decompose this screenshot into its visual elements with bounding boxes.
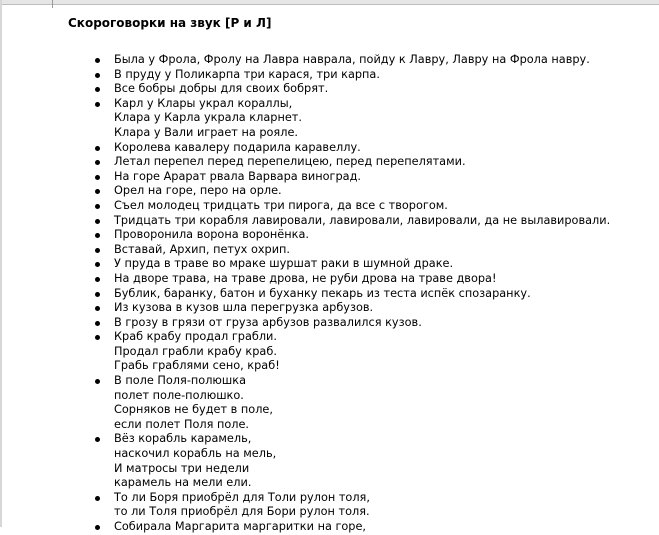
tongue-twister-line: Бублик, баранку, батон и буханку пекарь из теста испёк спозаранку. bbox=[114, 286, 531, 300]
tongue-twister-line: На горе Арарат рвала Варвара виноград. bbox=[114, 169, 361, 183]
tongue-twister-line: Тридцать три корабля лавировали, лавировали, лавировали, да не вылавировали. bbox=[114, 213, 611, 227]
tongue-twister-line: В грозу в грязи от груза арбузов развалился кузов. bbox=[114, 315, 422, 329]
tongue-twister-line: Была у Фрола, Фролу на Лавра наврала, пойду к Лавру, Лавру на Фрола навру. bbox=[114, 53, 590, 66]
tongue-twister-line: Вёз корабль карамель, bbox=[114, 432, 252, 446]
list-item bbox=[0, 228, 610, 243]
page-title: Скороговорки на звук [Р и Л] bbox=[68, 16, 272, 30]
tongue-twister-line: У пруда в траве во мраке шуршат раки в шумной драке. bbox=[114, 257, 454, 271]
list-item bbox=[0, 301, 610, 316]
tongue-twister-line: Все бобры добры для своих бобрят. bbox=[114, 82, 329, 96]
tongue-twister-line: Карл у Клары украл кораллы, bbox=[114, 96, 293, 110]
tongue-twister-line: В пруду у Поликарпа три карася, три карпа. bbox=[114, 67, 380, 81]
list-item bbox=[0, 53, 610, 68]
tongue-twister-line: то ли Толя приобрёл для Бори рулон толя. bbox=[114, 505, 370, 519]
tongue-twister-line: Сорняков не будет в поле, bbox=[114, 403, 273, 417]
tongue-twister-line: Королева кавалеру подарила каравеллу. bbox=[114, 140, 361, 154]
tongue-twister-line: полет поле-полюшко. bbox=[114, 388, 244, 402]
list-item bbox=[0, 82, 610, 97]
list-item bbox=[0, 141, 610, 156]
tongue-twister-line: То ли Боря приобрёл для Толи рулон толя, bbox=[114, 490, 370, 504]
tongue-twister-line: Собирала Маргарита маргаритки на горе, bbox=[114, 520, 367, 533]
list-item bbox=[0, 243, 610, 258]
tongue-twister-line: Клара у Вали играет на рояле. bbox=[114, 125, 298, 139]
list-item bbox=[0, 184, 610, 199]
tongue-twister-line: Орел на горе, перо на орле. bbox=[114, 184, 282, 198]
tongue-twister-line: Клара у Карла украла кларнет. bbox=[114, 111, 302, 125]
list-item bbox=[0, 316, 610, 331]
tongue-twister-line: Грабь граблями сено, краб! bbox=[114, 359, 280, 373]
list-item bbox=[0, 491, 610, 520]
list-item bbox=[0, 257, 610, 272]
tongue-twister-line: И матросы три недели bbox=[114, 461, 250, 475]
list-item bbox=[0, 155, 610, 170]
tongue-twister-line: Продал грабли крабу краб. bbox=[114, 344, 277, 358]
tongue-twister-line: наскочил корабль на мель, bbox=[114, 447, 277, 461]
list-item bbox=[0, 272, 610, 287]
list-item bbox=[0, 214, 610, 229]
window-divider bbox=[52, 0, 53, 8]
list-item bbox=[0, 68, 610, 83]
tongue-twister-list bbox=[0, 53, 610, 535]
list-item bbox=[0, 170, 610, 185]
list-item bbox=[0, 287, 610, 302]
list-item bbox=[0, 199, 610, 214]
list-item bbox=[0, 97, 610, 141]
tongue-twister-line: На дворе трава, на траве дрова, не руби дрова на траве двора! bbox=[114, 271, 497, 285]
tongue-twister-line: Из кузова в кузов шла перегрузка арбузов. bbox=[114, 301, 374, 315]
tongue-twister-line: В поле Поля-полюшка bbox=[114, 374, 247, 388]
tongue-twister-line: Проворонила ворона воронёнка. bbox=[114, 228, 309, 242]
list-item bbox=[0, 330, 610, 374]
list-item bbox=[0, 520, 610, 535]
tongue-twister-line: Съел молодец тридцать три пирога, да все с творогом. bbox=[114, 198, 448, 212]
tongue-twister-line: карамель на мели ели. bbox=[114, 476, 252, 490]
tongue-twister-line: если полет Поля поле. bbox=[114, 417, 250, 431]
tongue-twister-line: Летал перепел перед перепелицею, перед перепелятами. bbox=[114, 155, 466, 169]
list-item bbox=[0, 374, 610, 432]
tongue-twister-line: Вставай, Архип, петух охрип. bbox=[114, 242, 291, 256]
window-top-edge bbox=[0, 0, 659, 5]
list-item bbox=[0, 432, 610, 490]
tongue-twister-line: Краб крабу продал грабли. bbox=[114, 330, 277, 344]
